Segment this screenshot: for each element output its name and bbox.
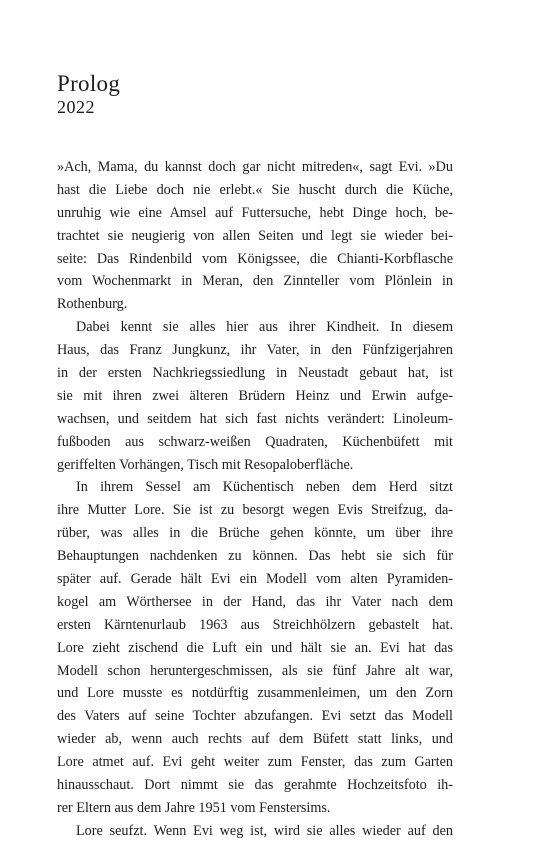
text-line: geriffelten Vorhängen, Tisch mit Resopaloberfläche. [57, 456, 354, 473]
text-line: hast die Liebe doch nie erlebt.« Sie huscht durch die Küche, [57, 181, 453, 198]
text-line: kogel am Wörthersee in der Hand, das ihr Vater nach dem [57, 593, 453, 610]
text-line: »Ach, Mama, du kannst doch gar nicht mitreden«, sagt Evi. »Du [57, 159, 453, 175]
chapter-heading [57, 70, 497, 117]
text-line: Modell schon heruntergeschmissen, als sie fünf Jahre alt war, [57, 662, 453, 679]
text-line: Haus, das Franz Jungkunz, ihr Vater, in den Fünfzigerjahren [57, 342, 453, 359]
text-line: ihre Mutter Lore. Sie ist zu besorgt wegen Evis Streifzug, da- [57, 502, 453, 519]
text-line: hinausschaut. Dort nimmt sie das gerahmte Hochzeitsfoto ih- [57, 777, 453, 794]
text-line: sie mit ihren zwei älteren Brüdern Heinz und Erwin aufge- [57, 387, 453, 404]
text-line: trachtet sie neugierig von allen Seiten und legt sie wieder bei- [57, 227, 453, 244]
paragraph [57, 476, 453, 819]
text-line: und Lore musste es notdürftig zusammenleimen, um den Zorn [57, 685, 453, 702]
text-line: Lore atmet auf. Evi geht weiter zum Fenster, das zum Garten [57, 754, 453, 771]
paragraph [57, 316, 453, 476]
body-text [57, 156, 453, 843]
paragraph [57, 156, 453, 316]
text-line: In ihrem Sessel am Küchentisch neben dem Herd sitzt [76, 479, 453, 496]
text-line: Rothenburg. [57, 296, 128, 313]
text-line: rer Eltern aus dem Jahre 1951 vom Fenstersims. [57, 799, 331, 816]
paragraph [57, 820, 453, 843]
text-line: wieder ab, wenn auch rechts auf dem Büfett statt links, und [57, 731, 453, 748]
chapter-title: Prolog [57, 71, 121, 96]
text-line: Lore seufzt. Wenn Evi weg ist, wird sie alles wieder auf den [76, 822, 453, 839]
text-line: Dabei kennt sie alles hier aus ihrer Kindheit. In diesem [76, 319, 453, 336]
text-line: fußboden aus schwarz-weißen Quadraten, Küchenbüfett mit [57, 433, 453, 450]
text-line: rüber, was alles in die Brüche gehen könnte, um über ihre [57, 525, 453, 542]
text-line: vom Wochenmarkt in Meran, den Zinnteller vom Plönlein in [57, 273, 453, 290]
text-line: in der ersten Nachkriegssiedlung in Neustadt gebaut hat, ist [57, 365, 453, 382]
text-line: des Vaters auf seine Tochter abzufangen. Evi setzt das Modell [57, 708, 453, 725]
text-line: später auf. Gerade hält Evi ein Modell vom alten Pyramiden- [57, 571, 453, 588]
text-line: ersten Kärntenurlaub 1963 aus Streichhölzern gebastelt hat. [57, 616, 453, 633]
text-line: unruhig wie eine Amsel auf Futtersuche, hebt Dinge hoch, be- [57, 204, 453, 221]
text-line: Lore zieht zischend die Luft ein und hält sie an. Evi hat das [57, 639, 453, 656]
chapter-year: 2022 [57, 97, 95, 117]
text-line: Behauptungen nachdenken zu können. Das hebt sie sich für [57, 548, 453, 565]
text-line: wachsen, und seitdem hat sich fast nichts verändert: Linoleum- [57, 410, 453, 427]
text-line: seite: Das Rindenbild vom Königssee, die Chianti-Korbflasche [57, 250, 453, 267]
